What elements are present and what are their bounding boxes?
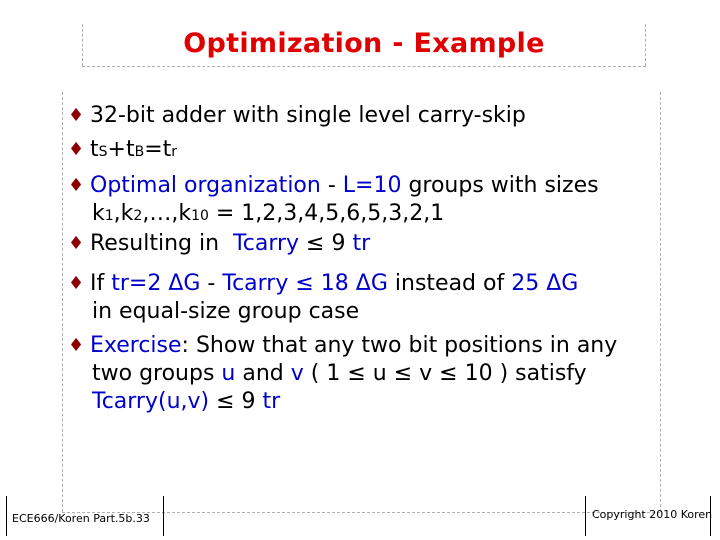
title-underline: [82, 66, 646, 67]
bullet-continuation: Tcarry(u,v) ≤ 9 tr: [92, 389, 281, 414]
bullet-item: tS+tB=tr: [90, 137, 178, 162]
bullet-item: Optimal organization - L=10 groups with sizes: [90, 173, 599, 198]
bullet-continuation: two groups u and v ( 1 ≤ u ≤ v ≤ 10 ) satisfy: [92, 361, 587, 386]
bullet-icon: ♦: [68, 175, 85, 196]
bullet-icon: ♦: [68, 105, 85, 126]
frame-edge: [62, 92, 63, 512]
bullet-item: 32-bit adder with single level carry-skip: [90, 103, 526, 128]
bullet-item: If tr=2 ΔG - Tcarry ≤ 18 ΔG instead of 25 ΔG: [90, 271, 579, 296]
footer-divider: [163, 496, 164, 536]
bullet-continuation: k1,k2,…,k10 = 1,2,3,4,5,6,5,3,2,1: [92, 201, 445, 226]
bullet-icon: ♦: [68, 273, 85, 294]
slide-title: Optimization - Example: [183, 28, 545, 59]
frame-edge: [660, 92, 661, 512]
footer-divider: [6, 496, 7, 536]
footer-divider: [585, 496, 586, 536]
bullet-item: Exercise: Show that any two bit positions in any: [90, 333, 618, 358]
bullet-icon: ♦: [68, 139, 85, 160]
footer-page-label: ECE666/Koren Part.5b.33: [12, 512, 150, 525]
footer-copyright: Copyright 2010 Koren: [592, 508, 713, 521]
bullet-icon: ♦: [68, 233, 85, 254]
bullet-icon: ♦: [68, 335, 85, 356]
bullet-continuation: in equal-size group case: [92, 299, 360, 324]
frame-edge: [62, 512, 660, 513]
bullet-item: Resulting in Tcarry ≤ 9 tr: [90, 231, 371, 256]
